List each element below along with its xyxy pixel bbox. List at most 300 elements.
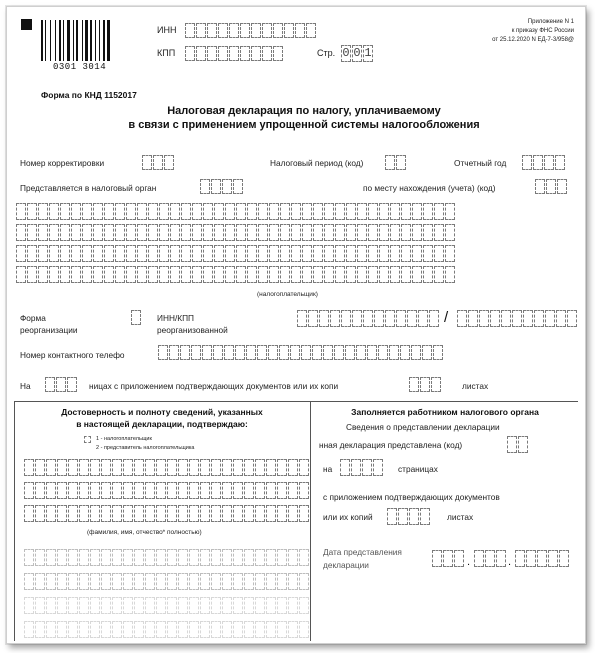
input-cell[interactable] bbox=[434, 203, 444, 220]
input-cell[interactable] bbox=[38, 224, 48, 241]
input-cell[interactable] bbox=[112, 459, 122, 476]
input-cell[interactable] bbox=[181, 203, 191, 220]
input-cell[interactable] bbox=[101, 482, 111, 499]
input-cell[interactable] bbox=[79, 621, 89, 638]
input-cell[interactable] bbox=[16, 203, 26, 220]
input-cell[interactable] bbox=[374, 310, 384, 327]
input-cell[interactable] bbox=[24, 482, 34, 499]
input-cell[interactable] bbox=[515, 550, 525, 567]
input-cell[interactable] bbox=[112, 621, 122, 638]
input-cell[interactable] bbox=[167, 505, 177, 522]
input-cell[interactable] bbox=[334, 345, 344, 360]
input-cell[interactable] bbox=[351, 459, 361, 476]
input-cell[interactable] bbox=[90, 549, 100, 566]
input-cell[interactable] bbox=[255, 597, 265, 614]
input-cell[interactable] bbox=[409, 377, 419, 392]
input-cell[interactable] bbox=[269, 224, 279, 241]
input-cell[interactable] bbox=[178, 621, 188, 638]
input-cell[interactable] bbox=[123, 573, 133, 590]
input-cell[interactable] bbox=[357, 266, 367, 283]
input-cell[interactable] bbox=[211, 482, 221, 499]
input-cell[interactable] bbox=[123, 597, 133, 614]
input-cell[interactable] bbox=[159, 245, 169, 262]
input-cell[interactable] bbox=[544, 155, 554, 170]
input-cell[interactable] bbox=[255, 505, 265, 522]
input-cell[interactable] bbox=[60, 266, 70, 283]
input-cell[interactable] bbox=[407, 310, 417, 327]
input-cell[interactable] bbox=[222, 505, 232, 522]
correction-number-field[interactable] bbox=[142, 155, 175, 170]
input-cell[interactable] bbox=[24, 549, 34, 566]
date-month-field[interactable] bbox=[474, 550, 507, 567]
input-cell[interactable] bbox=[134, 459, 144, 476]
input-cell[interactable] bbox=[222, 482, 232, 499]
input-cell[interactable] bbox=[82, 224, 92, 241]
input-cell[interactable] bbox=[126, 245, 136, 262]
input-cell[interactable] bbox=[352, 310, 362, 327]
input-cell[interactable] bbox=[200, 505, 210, 522]
input-cell[interactable] bbox=[115, 266, 125, 283]
input-cell[interactable] bbox=[266, 505, 276, 522]
input-cell[interactable] bbox=[244, 505, 254, 522]
input-cell[interactable] bbox=[164, 155, 174, 170]
input-cell[interactable] bbox=[46, 573, 56, 590]
input-cell[interactable] bbox=[288, 573, 298, 590]
input-cell[interactable] bbox=[56, 377, 66, 392]
input-cell[interactable] bbox=[60, 203, 70, 220]
input-cell[interactable] bbox=[418, 310, 428, 327]
input-cell[interactable] bbox=[236, 224, 246, 241]
input-cell[interactable] bbox=[401, 224, 411, 241]
input-cell[interactable] bbox=[379, 203, 389, 220]
input-cell[interactable] bbox=[93, 224, 103, 241]
input-cell[interactable] bbox=[159, 266, 169, 283]
input-cell[interactable] bbox=[313, 224, 323, 241]
input-cell[interactable] bbox=[244, 482, 254, 499]
input-cell[interactable] bbox=[170, 245, 180, 262]
input-cell[interactable] bbox=[280, 203, 290, 220]
input-cell[interactable] bbox=[145, 482, 155, 499]
input-cell[interactable] bbox=[101, 573, 111, 590]
input-cell[interactable] bbox=[71, 266, 81, 283]
input-cell[interactable] bbox=[207, 23, 217, 38]
input-cell[interactable] bbox=[189, 459, 199, 476]
input-cell[interactable] bbox=[346, 224, 356, 241]
input-cell[interactable] bbox=[324, 203, 334, 220]
input-cell[interactable] bbox=[142, 155, 152, 170]
input-cell[interactable] bbox=[247, 203, 257, 220]
input-cell[interactable] bbox=[57, 621, 67, 638]
input-cell[interactable] bbox=[368, 266, 378, 283]
input-cell[interactable] bbox=[134, 621, 144, 638]
input-cell[interactable] bbox=[518, 436, 528, 453]
input-cell[interactable] bbox=[412, 203, 422, 220]
input-cell[interactable] bbox=[299, 482, 309, 499]
input-cell[interactable] bbox=[255, 459, 265, 476]
input-cell[interactable] bbox=[214, 203, 224, 220]
input-cell[interactable] bbox=[79, 597, 89, 614]
input-cell[interactable] bbox=[559, 550, 569, 567]
input-cell[interactable] bbox=[299, 621, 309, 638]
input-cell[interactable] bbox=[251, 23, 261, 38]
input-cell[interactable] bbox=[507, 436, 517, 453]
input-cell[interactable] bbox=[235, 345, 245, 360]
input-cell[interactable] bbox=[49, 224, 59, 241]
input-cell[interactable] bbox=[266, 482, 276, 499]
input-cell[interactable] bbox=[233, 549, 243, 566]
input-cell[interactable] bbox=[46, 459, 56, 476]
input-cell[interactable] bbox=[362, 459, 372, 476]
date-year-field[interactable] bbox=[515, 550, 570, 567]
input-cell[interactable] bbox=[299, 573, 309, 590]
input-cell[interactable] bbox=[233, 482, 243, 499]
input-cell[interactable] bbox=[49, 245, 59, 262]
input-cell[interactable] bbox=[335, 203, 345, 220]
input-cell[interactable] bbox=[401, 203, 411, 220]
input-cell[interactable] bbox=[262, 23, 272, 38]
taxpayer-name-row[interactable] bbox=[16, 245, 456, 262]
input-cell[interactable] bbox=[191, 345, 201, 360]
input-cell[interactable] bbox=[115, 245, 125, 262]
input-cell[interactable] bbox=[280, 224, 290, 241]
input-cell[interactable] bbox=[567, 310, 577, 327]
input-cell[interactable] bbox=[288, 482, 298, 499]
input-cell[interactable] bbox=[379, 224, 389, 241]
input-cell[interactable] bbox=[557, 179, 567, 194]
reorg-kpp-field[interactable] bbox=[457, 310, 578, 327]
input-cell[interactable] bbox=[82, 266, 92, 283]
input-cell[interactable] bbox=[211, 573, 221, 590]
input-cell[interactable] bbox=[224, 345, 234, 360]
input-cell[interactable] bbox=[233, 621, 243, 638]
input-cell[interactable] bbox=[222, 573, 232, 590]
period-code-field[interactable] bbox=[385, 155, 407, 170]
phone-field[interactable] bbox=[158, 345, 444, 360]
input-cell[interactable] bbox=[299, 549, 309, 566]
input-cell[interactable] bbox=[35, 573, 45, 590]
input-cell[interactable] bbox=[16, 245, 26, 262]
input-cell[interactable] bbox=[27, 266, 37, 283]
input-cell[interactable] bbox=[167, 482, 177, 499]
input-cell[interactable] bbox=[535, 179, 545, 194]
input-cell[interactable] bbox=[412, 245, 422, 262]
input-cell[interactable] bbox=[207, 46, 217, 61]
input-cell[interactable] bbox=[196, 23, 206, 38]
input-cell[interactable] bbox=[368, 203, 378, 220]
input-cell[interactable] bbox=[313, 245, 323, 262]
input-cell[interactable] bbox=[71, 203, 81, 220]
input-cell[interactable] bbox=[378, 345, 388, 360]
input-cell[interactable] bbox=[27, 224, 37, 241]
representative-doc-row[interactable] bbox=[24, 621, 310, 638]
input-cell[interactable] bbox=[302, 245, 312, 262]
input-cell[interactable] bbox=[112, 573, 122, 590]
input-cell[interactable] bbox=[214, 266, 224, 283]
input-cell[interactable] bbox=[60, 245, 70, 262]
input-cell[interactable] bbox=[35, 505, 45, 522]
input-cell[interactable] bbox=[387, 508, 397, 525]
input-cell[interactable] bbox=[145, 573, 155, 590]
input-cell[interactable] bbox=[192, 245, 202, 262]
input-cell[interactable] bbox=[57, 459, 67, 476]
signer-name-row[interactable] bbox=[24, 482, 310, 499]
input-cell[interactable] bbox=[288, 549, 298, 566]
input-cell[interactable] bbox=[134, 549, 144, 566]
input-cell[interactable] bbox=[49, 203, 59, 220]
input-cell[interactable] bbox=[203, 203, 213, 220]
input-cell[interactable] bbox=[423, 224, 433, 241]
input-cell[interactable] bbox=[214, 224, 224, 241]
input-cell[interactable] bbox=[244, 459, 254, 476]
input-cell[interactable] bbox=[35, 621, 45, 638]
input-cell[interactable] bbox=[445, 203, 455, 220]
input-cell[interactable] bbox=[302, 266, 312, 283]
input-cell[interactable] bbox=[137, 203, 147, 220]
input-cell[interactable] bbox=[79, 459, 89, 476]
input-cell[interactable] bbox=[533, 155, 543, 170]
input-cell[interactable] bbox=[93, 245, 103, 262]
input-cell[interactable] bbox=[368, 224, 378, 241]
input-cell[interactable] bbox=[479, 310, 489, 327]
input-cell[interactable] bbox=[192, 266, 202, 283]
input-cell[interactable] bbox=[35, 459, 45, 476]
input-cell[interactable] bbox=[145, 597, 155, 614]
input-cell[interactable] bbox=[35, 597, 45, 614]
input-cell[interactable] bbox=[537, 550, 547, 567]
input-cell[interactable] bbox=[181, 266, 191, 283]
input-cell[interactable] bbox=[112, 549, 122, 566]
input-cell[interactable] bbox=[262, 46, 272, 61]
input-cell[interactable] bbox=[255, 549, 265, 566]
input-cell[interactable] bbox=[269, 245, 279, 262]
authority-code-field[interactable] bbox=[200, 179, 244, 194]
input-cell[interactable] bbox=[420, 508, 430, 525]
input-cell[interactable] bbox=[137, 266, 147, 283]
input-cell[interactable] bbox=[101, 621, 111, 638]
input-cell[interactable] bbox=[288, 459, 298, 476]
input-cell[interactable] bbox=[57, 597, 67, 614]
input-cell[interactable] bbox=[233, 459, 243, 476]
input-cell[interactable] bbox=[277, 621, 287, 638]
signer-type-checkbox[interactable] bbox=[84, 436, 91, 443]
input-cell[interactable] bbox=[367, 345, 377, 360]
input-cell[interactable] bbox=[159, 203, 169, 220]
representative-doc-row[interactable] bbox=[24, 549, 310, 566]
input-cell[interactable] bbox=[200, 549, 210, 566]
input-cell[interactable] bbox=[24, 573, 34, 590]
input-cell[interactable] bbox=[196, 46, 206, 61]
input-cell[interactable] bbox=[79, 573, 89, 590]
input-cell[interactable] bbox=[35, 482, 45, 499]
input-cell[interactable] bbox=[313, 266, 323, 283]
input-cell[interactable] bbox=[211, 459, 221, 476]
input-cell[interactable] bbox=[324, 266, 334, 283]
input-cell[interactable] bbox=[200, 597, 210, 614]
input-cell[interactable] bbox=[178, 505, 188, 522]
input-cell[interactable] bbox=[68, 459, 78, 476]
input-cell[interactable] bbox=[290, 345, 300, 360]
input-cell[interactable] bbox=[266, 573, 276, 590]
input-cell[interactable] bbox=[340, 459, 350, 476]
input-cell[interactable] bbox=[156, 505, 166, 522]
input-cell[interactable] bbox=[445, 266, 455, 283]
input-cell[interactable] bbox=[269, 266, 279, 283]
input-cell[interactable] bbox=[167, 621, 177, 638]
input-cell[interactable] bbox=[156, 621, 166, 638]
input-cell[interactable] bbox=[233, 597, 243, 614]
input-cell[interactable] bbox=[101, 549, 111, 566]
input-cell[interactable] bbox=[67, 377, 77, 392]
input-cell[interactable] bbox=[68, 549, 78, 566]
input-cell[interactable] bbox=[134, 597, 144, 614]
input-cell[interactable] bbox=[273, 46, 283, 61]
input-cell[interactable] bbox=[203, 266, 213, 283]
input-cell[interactable] bbox=[104, 266, 114, 283]
input-cell[interactable] bbox=[302, 203, 312, 220]
input-cell[interactable] bbox=[68, 482, 78, 499]
input-cell[interactable] bbox=[115, 203, 125, 220]
input-cell[interactable] bbox=[385, 155, 395, 170]
taxpayer-name-row[interactable] bbox=[16, 266, 456, 283]
input-cell[interactable] bbox=[68, 573, 78, 590]
input-cell[interactable] bbox=[423, 266, 433, 283]
input-cell[interactable] bbox=[137, 245, 147, 262]
input-cell[interactable] bbox=[126, 224, 136, 241]
input-cell[interactable] bbox=[244, 597, 254, 614]
input-cell[interactable] bbox=[443, 550, 453, 567]
input-cell[interactable] bbox=[68, 621, 78, 638]
input-cell[interactable] bbox=[38, 266, 48, 283]
input-cell[interactable] bbox=[299, 505, 309, 522]
input-cell[interactable] bbox=[68, 597, 78, 614]
input-cell[interactable] bbox=[356, 345, 366, 360]
input-cell[interactable] bbox=[35, 549, 45, 566]
input-cell[interactable] bbox=[335, 224, 345, 241]
input-cell[interactable] bbox=[214, 245, 224, 262]
input-cell[interactable] bbox=[24, 459, 34, 476]
input-cell[interactable] bbox=[411, 345, 421, 360]
input-cell[interactable] bbox=[429, 310, 439, 327]
input-cell[interactable] bbox=[266, 459, 276, 476]
input-cell[interactable] bbox=[390, 224, 400, 241]
input-cell[interactable] bbox=[534, 310, 544, 327]
reorg-inn-field[interactable] bbox=[297, 310, 440, 327]
input-cell[interactable] bbox=[225, 266, 235, 283]
input-cell[interactable] bbox=[225, 245, 235, 262]
input-cell[interactable] bbox=[185, 23, 195, 38]
input-cell[interactable] bbox=[185, 46, 195, 61]
input-cell[interactable] bbox=[288, 505, 298, 522]
input-cell[interactable] bbox=[398, 508, 408, 525]
input-cell[interactable] bbox=[357, 245, 367, 262]
input-cell[interactable] bbox=[302, 224, 312, 241]
input-cell[interactable] bbox=[192, 224, 202, 241]
input-cell[interactable] bbox=[247, 245, 257, 262]
input-cell[interactable] bbox=[159, 224, 169, 241]
input-cell[interactable] bbox=[385, 310, 395, 327]
input-cell[interactable] bbox=[218, 46, 228, 61]
input-cell[interactable] bbox=[496, 550, 506, 567]
input-cell[interactable] bbox=[555, 155, 565, 170]
input-cell[interactable] bbox=[247, 266, 257, 283]
input-cell[interactable] bbox=[457, 310, 467, 327]
input-cell[interactable] bbox=[390, 266, 400, 283]
submission-code-field[interactable] bbox=[507, 436, 529, 453]
input-cell[interactable] bbox=[345, 345, 355, 360]
input-cell[interactable] bbox=[101, 597, 111, 614]
input-cell[interactable] bbox=[167, 597, 177, 614]
input-cell[interactable] bbox=[299, 459, 309, 476]
input-cell[interactable] bbox=[211, 179, 221, 194]
input-cell[interactable] bbox=[46, 482, 56, 499]
input-cell[interactable] bbox=[297, 310, 307, 327]
input-cell[interactable] bbox=[123, 482, 133, 499]
input-cell[interactable] bbox=[258, 266, 268, 283]
input-cell[interactable] bbox=[556, 310, 566, 327]
input-cell[interactable] bbox=[170, 203, 180, 220]
input-cell[interactable] bbox=[57, 573, 67, 590]
input-cell[interactable] bbox=[148, 266, 158, 283]
input-cell[interactable] bbox=[255, 482, 265, 499]
input-cell[interactable] bbox=[38, 203, 48, 220]
input-cell[interactable] bbox=[180, 345, 190, 360]
input-cell[interactable] bbox=[156, 549, 166, 566]
input-cell[interactable] bbox=[27, 245, 37, 262]
pages-count-field[interactable] bbox=[45, 377, 78, 392]
input-cell[interactable] bbox=[123, 459, 133, 476]
input-cell[interactable] bbox=[308, 310, 318, 327]
input-cell[interactable] bbox=[373, 459, 383, 476]
input-cell[interactable] bbox=[145, 621, 155, 638]
input-cell[interactable] bbox=[269, 203, 279, 220]
input-cell[interactable] bbox=[323, 345, 333, 360]
input-cell[interactable] bbox=[229, 46, 239, 61]
input-cell[interactable] bbox=[167, 573, 177, 590]
input-cell[interactable] bbox=[178, 573, 188, 590]
input-cell[interactable] bbox=[167, 549, 177, 566]
input-cell[interactable] bbox=[233, 505, 243, 522]
input-cell[interactable] bbox=[501, 310, 511, 327]
input-cell[interactable] bbox=[422, 345, 432, 360]
input-cell[interactable] bbox=[523, 310, 533, 327]
input-cell[interactable] bbox=[189, 549, 199, 566]
input-cell[interactable] bbox=[246, 345, 256, 360]
input-cell[interactable] bbox=[277, 459, 287, 476]
input-cell[interactable] bbox=[390, 203, 400, 220]
input-cell[interactable] bbox=[158, 345, 168, 360]
input-cell[interactable] bbox=[255, 621, 265, 638]
kpp-field[interactable] bbox=[185, 46, 284, 61]
input-cell[interactable] bbox=[291, 224, 301, 241]
taxpayer-name-row[interactable] bbox=[16, 203, 456, 220]
input-cell[interactable] bbox=[445, 245, 455, 262]
input-cell[interactable] bbox=[178, 482, 188, 499]
input-cell[interactable] bbox=[134, 505, 144, 522]
input-cell[interactable] bbox=[137, 224, 147, 241]
input-cell[interactable] bbox=[104, 245, 114, 262]
input-cell[interactable] bbox=[335, 245, 345, 262]
input-cell[interactable] bbox=[546, 179, 556, 194]
input-cell[interactable] bbox=[145, 459, 155, 476]
input-cell[interactable] bbox=[90, 621, 100, 638]
input-cell[interactable] bbox=[526, 550, 536, 567]
input-cell[interactable] bbox=[222, 597, 232, 614]
input-cell[interactable] bbox=[401, 245, 411, 262]
input-cell[interactable] bbox=[233, 179, 243, 194]
input-cell[interactable] bbox=[299, 597, 309, 614]
input-cell[interactable] bbox=[363, 310, 373, 327]
input-cell[interactable] bbox=[222, 549, 232, 566]
